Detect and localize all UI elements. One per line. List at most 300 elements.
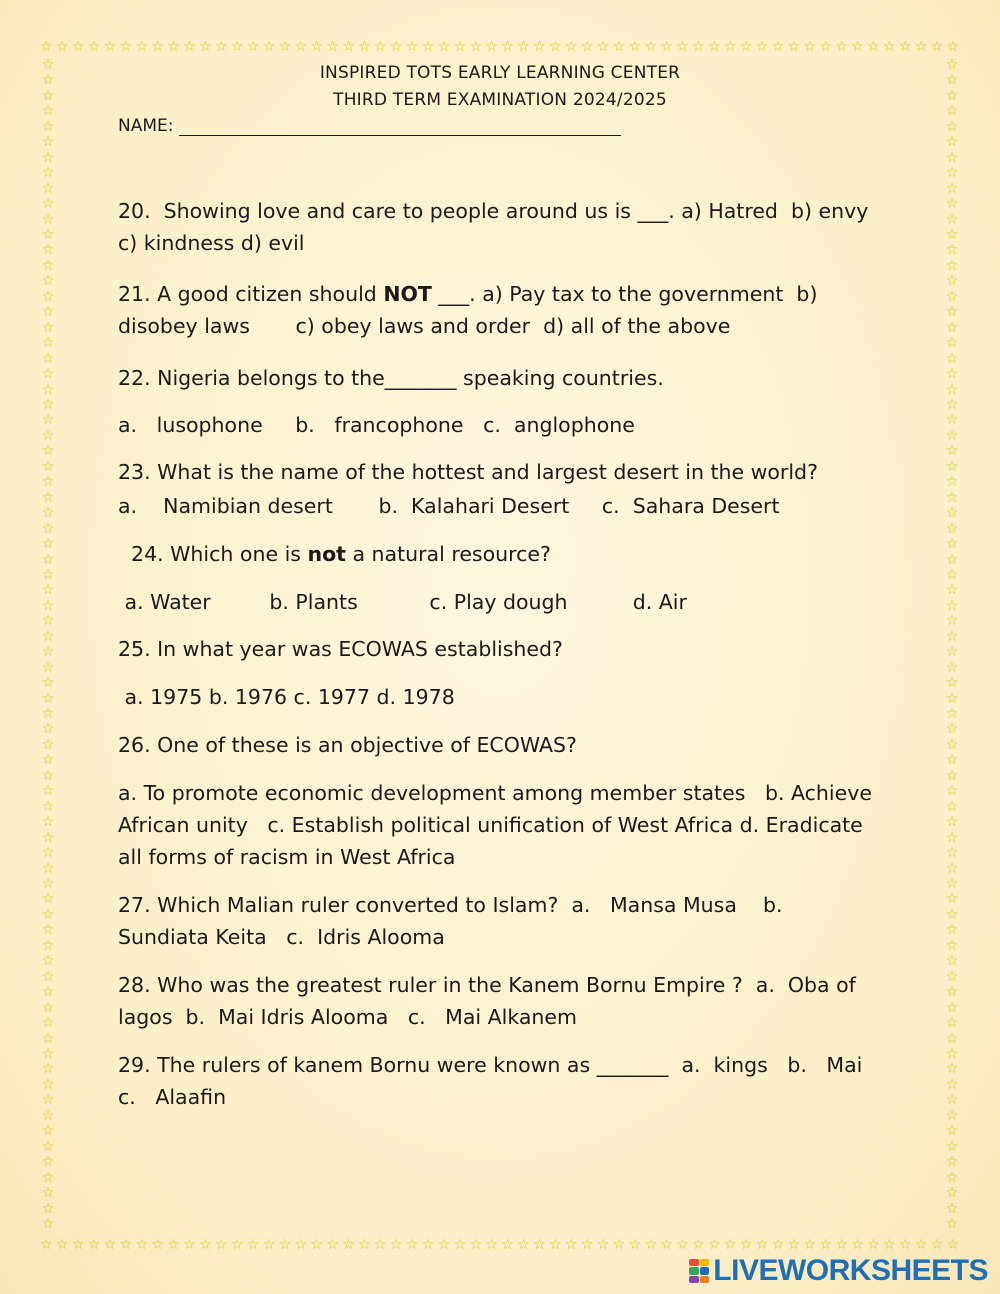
star-icon: ☆ — [771, 1237, 785, 1253]
star-icon: ☆ — [517, 1237, 530, 1253]
star-icon: ☆ — [326, 1237, 339, 1253]
star-icon: ☆ — [41, 273, 55, 290]
star-icon: ☆ — [41, 814, 55, 831]
star-icon: ☆ — [945, 273, 959, 290]
star-icon: ☆ — [41, 566, 55, 583]
star-icon: ☆ — [421, 1237, 435, 1253]
star-icon: ☆ — [803, 39, 817, 55]
star-icon: ☆ — [945, 1215, 959, 1232]
star-icon: ☆ — [41, 134, 55, 151]
star-icon: ☆ — [596, 1237, 610, 1253]
star-icon: ☆ — [41, 845, 55, 862]
star-icon: ☆ — [437, 1237, 451, 1253]
star-icon: ☆ — [41, 427, 55, 444]
star-icon: ☆ — [135, 1237, 148, 1253]
star-icon: ☆ — [41, 103, 55, 120]
star-icon: ☆ — [294, 39, 308, 55]
star-icon: ☆ — [310, 1237, 323, 1253]
star-icon: ☆ — [945, 999, 959, 1016]
star-icon: ☆ — [898, 39, 912, 55]
exam-title: THIRD TERM EXAMINATION 2024/2025 — [333, 90, 667, 110]
star-icon: ☆ — [41, 520, 55, 537]
star-icon: ☆ — [883, 1237, 896, 1253]
star-icon: ☆ — [945, 366, 959, 383]
question-23: 23. What is the name of the hottest and largest desert in the world? — [118, 460, 818, 484]
star-icon: ☆ — [945, 350, 959, 367]
star-icon: ☆ — [945, 396, 959, 413]
star-icon: ☆ — [851, 1237, 864, 1253]
star-icon: ☆ — [739, 39, 753, 55]
star-icon: ☆ — [517, 39, 530, 55]
star-icon: ☆ — [914, 39, 928, 55]
star-icon: ☆ — [41, 860, 55, 877]
name-field-row — [118, 116, 621, 136]
star-icon: ☆ — [835, 39, 848, 55]
question-29: 29. The rulers of kanem Bornu were known as _______ a. kings b. Mai c. Alaafin — [118, 1053, 882, 1109]
star-icon: ☆ — [945, 1154, 959, 1171]
star-icon: ☆ — [945, 968, 959, 985]
star-icon: ☆ — [945, 906, 959, 923]
star-icon: ☆ — [945, 721, 959, 738]
star-icon: ☆ — [945, 706, 959, 723]
star-icon: ☆ — [851, 39, 864, 55]
star-icon: ☆ — [167, 39, 180, 55]
star-icon: ☆ — [945, 814, 959, 831]
star-icon: ☆ — [41, 953, 55, 970]
question-26-options: a. To promote economic development among member states b. Achieve African unity c. Establish political unification of West Africa d. Eradicate all forms of racism in West Africa — [118, 781, 879, 869]
star-icon: ☆ — [41, 1107, 55, 1124]
star-icon: ☆ — [41, 984, 55, 1001]
star-icon: ☆ — [87, 1237, 101, 1253]
star-icon: ☆ — [692, 1237, 705, 1253]
star-icon: ☆ — [41, 767, 55, 784]
star-icon: ☆ — [945, 134, 959, 151]
star-icon: ☆ — [41, 551, 55, 568]
star-icon: ☆ — [723, 1237, 737, 1253]
star-icon: ☆ — [246, 39, 260, 55]
star-icon: ☆ — [803, 1237, 817, 1253]
question-20: 20. Showing love and care to people around us is ___. a) Hatred b) envy c) kindness d) evil — [118, 199, 882, 255]
star-icon: ☆ — [945, 458, 959, 475]
star-icon: ☆ — [945, 489, 959, 506]
star-icon: ☆ — [41, 922, 55, 939]
star-icon: ☆ — [41, 536, 55, 553]
star-border-right — [944, 58, 960, 1232]
star-icon: ☆ — [40, 1237, 53, 1253]
star-icon: ☆ — [405, 39, 419, 55]
star-icon: ☆ — [676, 1237, 689, 1253]
star-icon: ☆ — [41, 288, 55, 305]
star-icon: ☆ — [41, 366, 55, 383]
star-icon: ☆ — [41, 165, 55, 182]
star-icon: ☆ — [87, 39, 101, 55]
star-icon: ☆ — [41, 489, 55, 506]
liveworksheets-logo-icon — [689, 1259, 709, 1283]
star-icon: ☆ — [326, 39, 339, 55]
star-icon: ☆ — [41, 644, 55, 661]
star-icon: ☆ — [549, 1237, 562, 1253]
question-21 — [118, 278, 888, 342]
star-icon: ☆ — [41, 675, 55, 692]
star-icon: ☆ — [945, 505, 959, 522]
star-icon: ☆ — [945, 211, 959, 228]
star-icon: ☆ — [199, 1237, 212, 1253]
star-icon: ☆ — [945, 1185, 959, 1202]
star-icon: ☆ — [278, 1237, 292, 1253]
star-icon: ☆ — [533, 1237, 546, 1253]
star-icon: ☆ — [41, 1061, 55, 1078]
star-icon: ☆ — [246, 1237, 260, 1253]
star-icon: ☆ — [564, 39, 578, 55]
star-icon: ☆ — [437, 39, 451, 55]
star-icon: ☆ — [135, 39, 148, 55]
star-icon: ☆ — [945, 242, 959, 259]
star-icon: ☆ — [945, 427, 959, 444]
star-icon: ☆ — [945, 937, 959, 954]
star-border-top — [40, 39, 960, 55]
star-icon: ☆ — [151, 1237, 164, 1253]
star-icon: ☆ — [628, 1237, 642, 1253]
star-icon: ☆ — [405, 1237, 419, 1253]
star-icon: ☆ — [358, 39, 371, 55]
star-icon: ☆ — [41, 1138, 55, 1155]
star-icon: ☆ — [819, 39, 832, 55]
star-icon: ☆ — [945, 1092, 959, 1109]
star-icon: ☆ — [945, 1015, 959, 1032]
star-icon: ☆ — [771, 39, 785, 55]
question-21-text-start: 21. A good citizen should — [118, 282, 384, 306]
star-icon: ☆ — [41, 999, 55, 1016]
star-icon: ☆ — [41, 381, 55, 398]
star-border-left — [40, 58, 56, 1232]
name-label: NAME: — [118, 116, 174, 136]
star-icon: ☆ — [41, 57, 55, 73]
star-icon: ☆ — [41, 474, 55, 491]
star-icon: ☆ — [945, 381, 959, 398]
star-icon: ☆ — [71, 39, 85, 55]
star-icon: ☆ — [898, 1237, 912, 1253]
star-icon: ☆ — [41, 1200, 55, 1217]
star-icon: ☆ — [945, 613, 959, 630]
star-icon: ☆ — [945, 984, 959, 1001]
star-icon: ☆ — [692, 39, 705, 55]
star-icon: ☆ — [374, 39, 387, 55]
question-27: 27. Which Malian ruler converted to Islam? a. Mansa Musa b. Sundiata Keita c. Idris Alooma — [118, 893, 803, 949]
star-icon: ☆ — [41, 690, 55, 707]
star-icon: ☆ — [945, 736, 959, 753]
star-icon: ☆ — [41, 613, 55, 630]
star-icon: ☆ — [41, 706, 55, 723]
question-24-text-end: a natural resource? — [345, 542, 551, 566]
star-icon: ☆ — [867, 39, 880, 55]
star-icon: ☆ — [358, 1237, 371, 1253]
star-icon: ☆ — [41, 350, 55, 367]
question-24-emphasis: not — [307, 542, 346, 566]
star-icon: ☆ — [708, 39, 721, 55]
school-name: INSPIRED TOTS EARLY LEARNING CENTER — [319, 63, 681, 83]
star-icon: ☆ — [214, 39, 228, 55]
star-icon: ☆ — [41, 1123, 55, 1140]
star-icon: ☆ — [342, 1237, 355, 1253]
star-icon: ☆ — [453, 1237, 467, 1253]
star-icon: ☆ — [501, 1237, 514, 1253]
star-icon: ☆ — [41, 628, 55, 645]
star-icon: ☆ — [945, 644, 959, 661]
star-icon: ☆ — [945, 659, 959, 676]
star-icon: ☆ — [41, 798, 55, 815]
star-icon: ☆ — [945, 566, 959, 583]
star-icon: ☆ — [660, 1237, 673, 1253]
question-24-text-start: 24. Which one is — [118, 542, 308, 566]
star-icon: ☆ — [945, 1046, 959, 1062]
star-icon: ☆ — [596, 39, 610, 55]
star-icon: ☆ — [183, 1237, 196, 1253]
star-icon: ☆ — [374, 1237, 387, 1253]
star-icon: ☆ — [41, 1215, 55, 1232]
question-25-options: a. 1975 b. 1976 c. 1977 d. 1978 — [118, 685, 455, 709]
star-icon: ☆ — [41, 1030, 55, 1047]
star-icon: ☆ — [41, 319, 55, 336]
star-icon: ☆ — [549, 39, 562, 55]
star-icon: ☆ — [930, 1237, 944, 1253]
star-icon: ☆ — [660, 39, 673, 55]
star-icon: ☆ — [739, 1237, 753, 1253]
star-icon: ☆ — [945, 1169, 959, 1186]
question-24 — [118, 538, 888, 570]
star-icon: ☆ — [199, 39, 212, 55]
star-icon: ☆ — [914, 1237, 928, 1253]
star-icon: ☆ — [294, 1237, 308, 1253]
star-icon: ☆ — [945, 582, 959, 599]
star-icon: ☆ — [41, 242, 55, 259]
star-icon: ☆ — [41, 1076, 55, 1093]
star-icon: ☆ — [214, 1237, 228, 1253]
star-icon: ☆ — [945, 149, 959, 166]
star-icon: ☆ — [41, 335, 55, 352]
star-icon: ☆ — [71, 1237, 85, 1253]
star-icon: ☆ — [41, 1185, 55, 1202]
star-icon: ☆ — [945, 597, 959, 614]
star-icon: ☆ — [41, 396, 55, 413]
star-icon: ☆ — [819, 1237, 832, 1253]
question-22: 22. Nigeria belongs to the_______ speaking countries. — [118, 366, 664, 390]
star-icon: ☆ — [41, 1092, 55, 1109]
star-icon: ☆ — [342, 39, 355, 55]
star-icon: ☆ — [945, 57, 959, 73]
question-26: 26. One of these is an objective of ECOWAS? — [118, 733, 577, 757]
star-icon: ☆ — [945, 953, 959, 970]
star-icon: ☆ — [945, 180, 959, 197]
star-icon: ☆ — [41, 118, 55, 135]
star-icon: ☆ — [945, 335, 959, 352]
star-icon: ☆ — [708, 1237, 721, 1253]
liveworksheets-logo[interactable] — [689, 1254, 988, 1288]
question-21-text-end: ___. a) Pay tax to the government b) disobey laws c) obey laws and order d) all of the above — [118, 282, 824, 338]
star-icon: ☆ — [945, 288, 959, 305]
star-icon: ☆ — [930, 39, 944, 55]
star-icon: ☆ — [945, 443, 959, 460]
star-icon: ☆ — [119, 39, 133, 55]
star-icon: ☆ — [41, 458, 55, 475]
star-icon: ☆ — [644, 39, 657, 55]
star-icon: ☆ — [945, 304, 959, 321]
star-icon: ☆ — [945, 1107, 959, 1124]
star-icon: ☆ — [485, 1237, 498, 1253]
star-icon: ☆ — [945, 783, 959, 800]
star-icon: ☆ — [262, 39, 276, 55]
star-icon: ☆ — [612, 1237, 626, 1253]
star-icon: ☆ — [945, 257, 959, 274]
star-icon: ☆ — [945, 860, 959, 877]
star-icon: ☆ — [41, 752, 55, 769]
star-icon: ☆ — [945, 118, 959, 135]
star-icon: ☆ — [945, 798, 959, 815]
star-icon: ☆ — [41, 196, 55, 213]
star-icon: ☆ — [644, 1237, 657, 1253]
star-icon: ☆ — [55, 1237, 69, 1253]
star-icon: ☆ — [945, 1061, 959, 1078]
question-23-options: a. Namibian desert b. Kalahari Desert c. Sahara Desert — [118, 494, 780, 518]
star-icon: ☆ — [945, 845, 959, 862]
star-icon: ☆ — [945, 1030, 959, 1047]
star-icon: ☆ — [41, 1015, 55, 1032]
star-icon: ☆ — [55, 39, 69, 55]
star-icon: ☆ — [945, 922, 959, 939]
star-icon: ☆ — [230, 39, 244, 55]
star-icon: ☆ — [945, 1200, 959, 1217]
star-icon: ☆ — [41, 1154, 55, 1171]
star-icon: ☆ — [835, 1237, 848, 1253]
star-icon: ☆ — [469, 39, 483, 55]
star-icon: ☆ — [612, 39, 626, 55]
star-icon: ☆ — [41, 505, 55, 522]
question-22-options: a. lusophone b. francophone c. anglophone — [118, 413, 635, 437]
star-icon: ☆ — [533, 39, 546, 55]
liveworksheets-logo-text: LIVEWORKSHEETS — [713, 1254, 988, 1287]
star-icon: ☆ — [41, 72, 55, 89]
star-icon: ☆ — [103, 1237, 117, 1253]
star-icon: ☆ — [945, 165, 959, 182]
star-icon: ☆ — [787, 39, 801, 55]
star-icon: ☆ — [41, 1046, 55, 1062]
star-icon: ☆ — [580, 1237, 594, 1253]
question-25: 25. In what year was ECOWAS established? — [118, 637, 563, 661]
star-icon: ☆ — [755, 39, 769, 55]
star-icon: ☆ — [103, 39, 117, 55]
star-icon: ☆ — [389, 39, 403, 55]
star-border-bottom — [40, 1237, 960, 1253]
star-icon: ☆ — [41, 736, 55, 753]
star-icon: ☆ — [945, 319, 959, 336]
star-icon: ☆ — [945, 226, 959, 243]
star-icon: ☆ — [278, 39, 292, 55]
star-icon: ☆ — [755, 1237, 769, 1253]
star-icon: ☆ — [41, 412, 55, 429]
star-icon: ☆ — [945, 628, 959, 645]
star-icon: ☆ — [151, 39, 164, 55]
star-icon: ☆ — [453, 39, 467, 55]
star-icon: ☆ — [41, 968, 55, 985]
star-icon: ☆ — [485, 39, 498, 55]
star-icon: ☆ — [41, 180, 55, 197]
star-icon: ☆ — [945, 412, 959, 429]
star-icon: ☆ — [945, 474, 959, 491]
question-24-options: a. Water b. Plants c. Play dough d. Air — [118, 590, 687, 614]
name-blank-line[interactable] — [179, 117, 621, 136]
star-icon: ☆ — [945, 1076, 959, 1093]
star-icon: ☆ — [41, 906, 55, 923]
star-icon: ☆ — [945, 520, 959, 537]
star-icon: ☆ — [167, 1237, 180, 1253]
star-icon: ☆ — [41, 1169, 55, 1186]
star-icon: ☆ — [41, 783, 55, 800]
star-icon: ☆ — [41, 443, 55, 460]
star-icon: ☆ — [580, 39, 594, 55]
star-icon: ☆ — [945, 551, 959, 568]
star-icon: ☆ — [946, 39, 960, 55]
star-icon: ☆ — [945, 87, 959, 104]
star-icon: ☆ — [421, 39, 435, 55]
star-icon: ☆ — [469, 1237, 483, 1253]
star-icon: ☆ — [41, 721, 55, 738]
star-icon: ☆ — [945, 752, 959, 769]
star-icon: ☆ — [41, 149, 55, 166]
star-icon: ☆ — [787, 1237, 801, 1253]
star-icon: ☆ — [119, 1237, 133, 1253]
star-icon: ☆ — [628, 39, 642, 55]
star-icon: ☆ — [41, 597, 55, 614]
star-icon: ☆ — [945, 690, 959, 707]
star-icon: ☆ — [41, 891, 55, 908]
star-icon: ☆ — [41, 659, 55, 676]
star-icon: ☆ — [723, 39, 737, 55]
star-icon: ☆ — [945, 72, 959, 89]
star-icon: ☆ — [41, 87, 55, 104]
question-28: 28. Who was the greatest ruler in the Kanem Bornu Empire ? a. Oba of lagos b. Mai Idris Alooma c. Mai Alkanem — [118, 973, 863, 1029]
star-icon: ☆ — [41, 304, 55, 321]
star-icon: ☆ — [501, 39, 514, 55]
star-icon: ☆ — [41, 829, 55, 846]
star-icon: ☆ — [945, 876, 959, 893]
star-icon: ☆ — [945, 829, 959, 846]
star-icon: ☆ — [946, 1237, 960, 1253]
star-icon: ☆ — [945, 103, 959, 120]
star-icon: ☆ — [389, 1237, 403, 1253]
star-icon: ☆ — [41, 876, 55, 893]
star-icon: ☆ — [867, 1237, 880, 1253]
star-icon: ☆ — [564, 1237, 578, 1253]
star-icon: ☆ — [41, 211, 55, 228]
star-icon: ☆ — [40, 39, 53, 55]
question-21-emphasis: NOT — [383, 282, 432, 306]
star-icon: ☆ — [883, 39, 896, 55]
star-icon: ☆ — [945, 767, 959, 784]
star-icon: ☆ — [945, 1138, 959, 1155]
star-icon: ☆ — [41, 257, 55, 274]
star-icon: ☆ — [945, 675, 959, 692]
star-icon: ☆ — [183, 39, 196, 55]
star-icon: ☆ — [230, 1237, 244, 1253]
star-icon: ☆ — [676, 39, 689, 55]
star-icon: ☆ — [41, 226, 55, 243]
star-icon: ☆ — [310, 39, 323, 55]
star-icon: ☆ — [945, 196, 959, 213]
star-icon: ☆ — [262, 1237, 276, 1253]
star-icon: ☆ — [945, 891, 959, 908]
star-icon: ☆ — [945, 1123, 959, 1140]
star-icon: ☆ — [945, 536, 959, 553]
star-icon: ☆ — [41, 937, 55, 954]
